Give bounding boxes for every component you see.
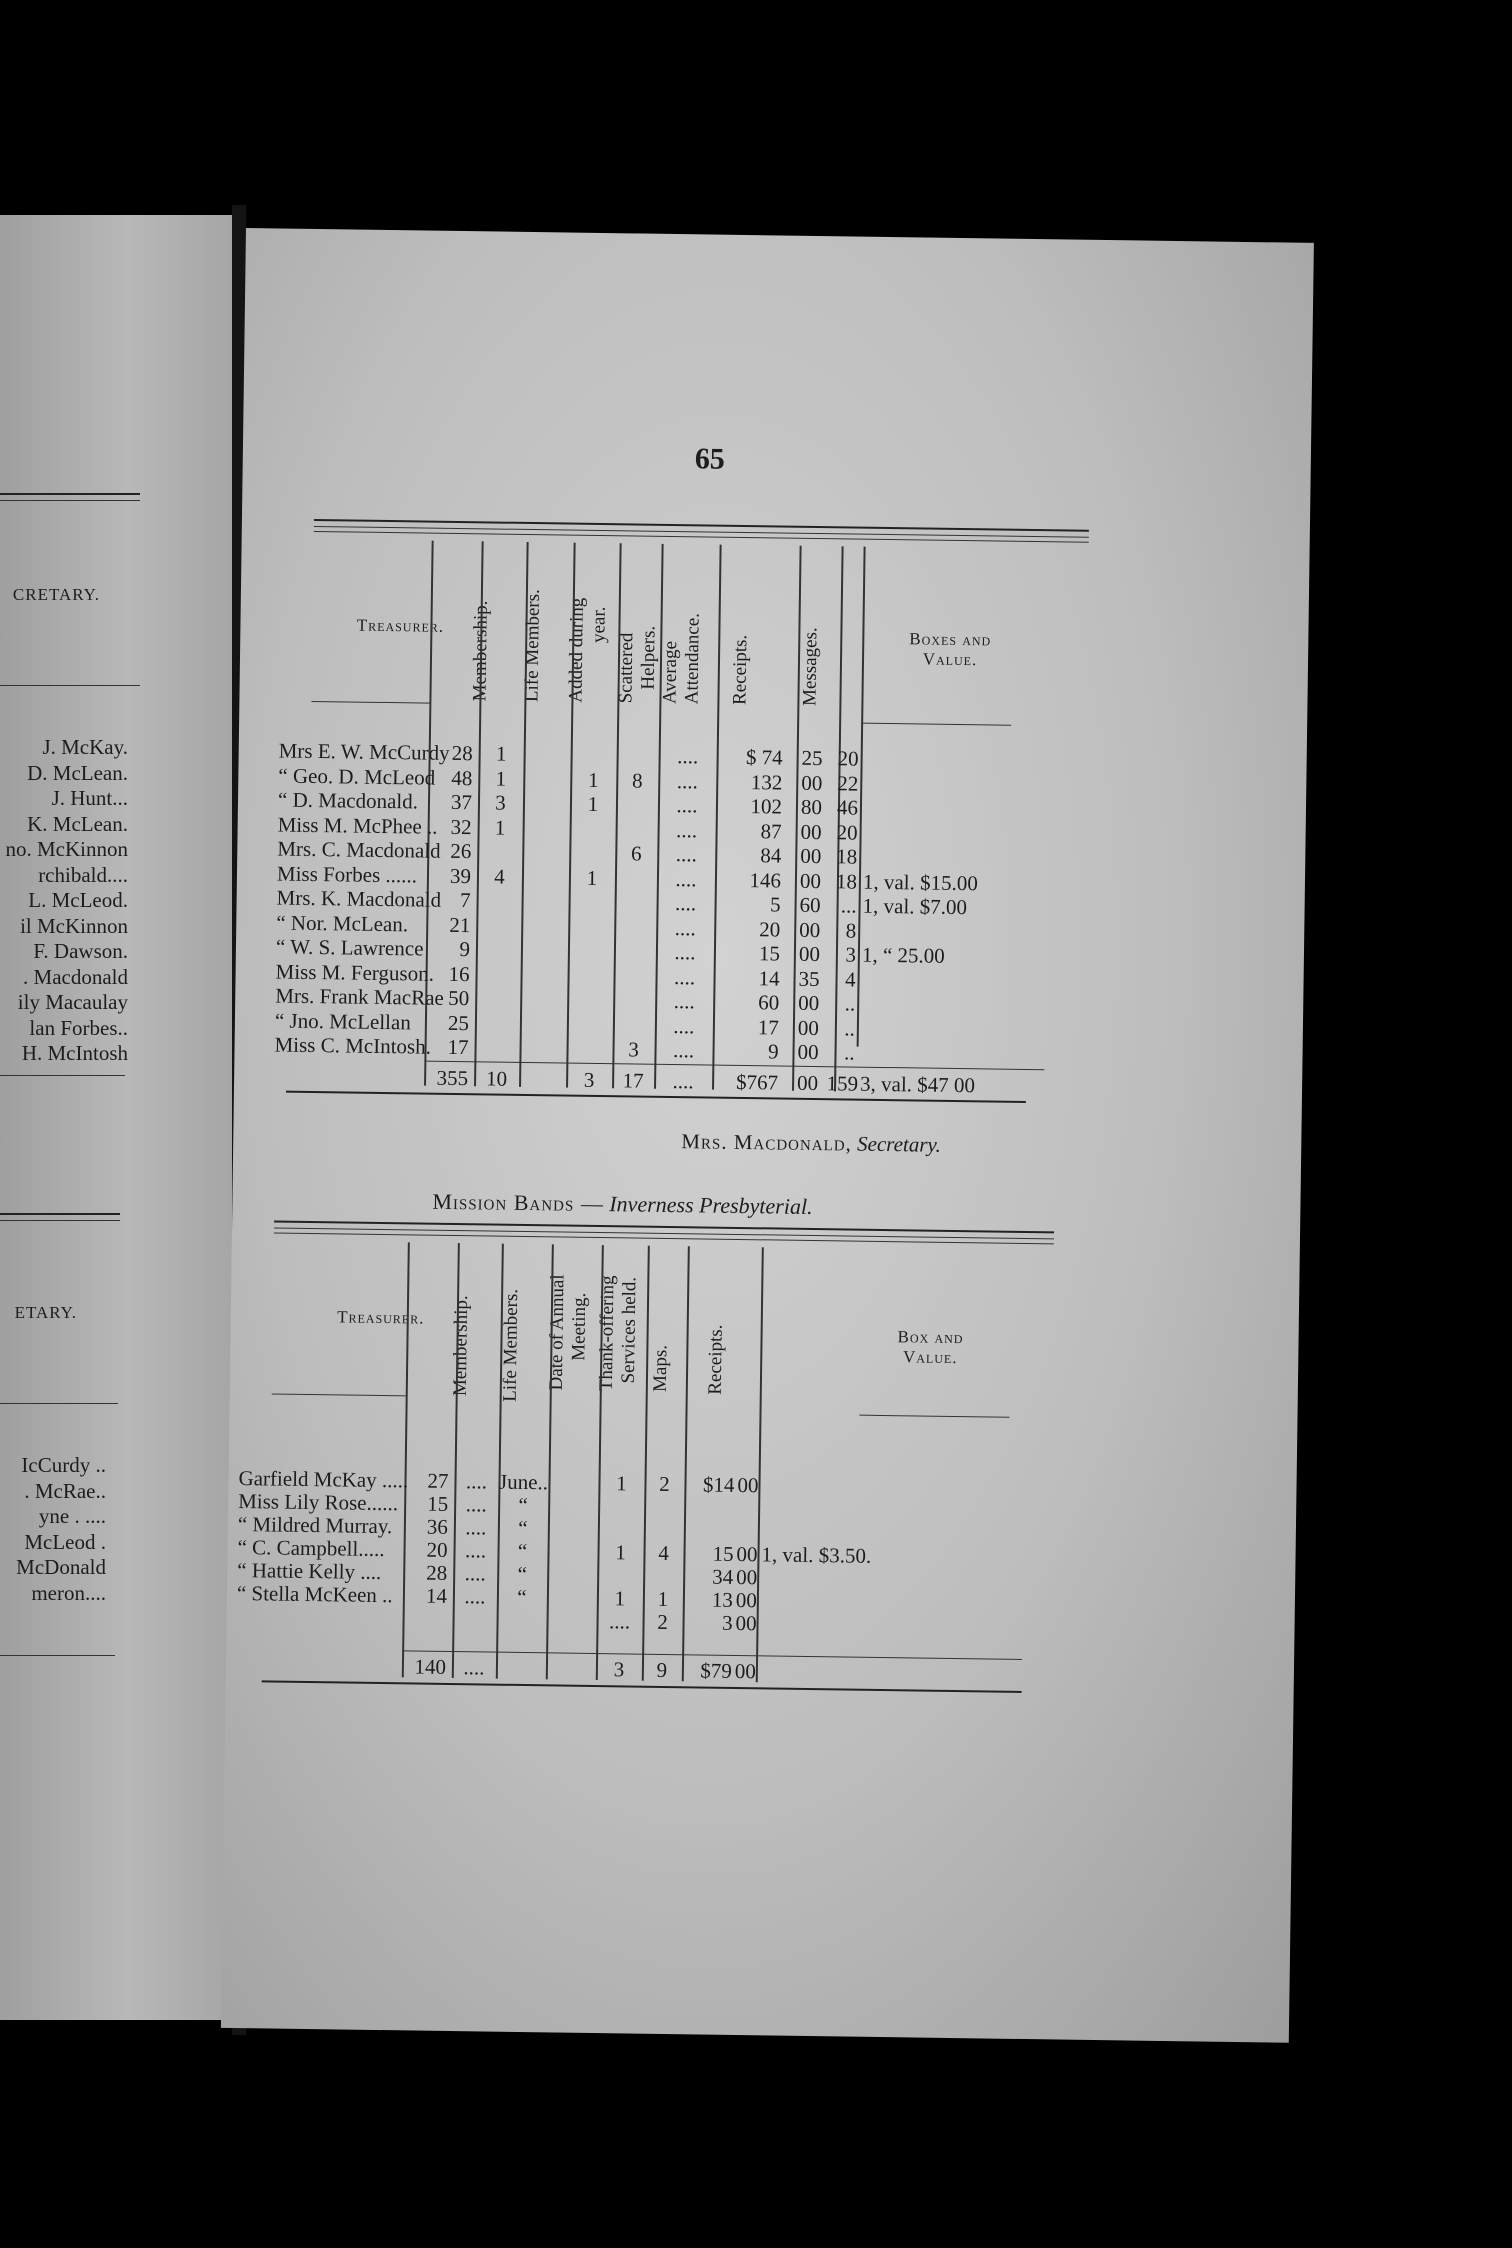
row-attendance: .... — [673, 1013, 695, 1038]
row-added: 1 — [586, 865, 598, 890]
row-messages: 46 — [836, 795, 859, 820]
row-receipts-dollars: 34 — [712, 1564, 734, 1589]
right-page — [221, 228, 1314, 2043]
row-scattered: 6 — [630, 841, 642, 866]
row-name: Miss M. McPhee .. — [277, 812, 438, 839]
row-scattered — [614, 964, 656, 965]
secretary-title: Secretary. — [856, 1131, 942, 1157]
row-membership: 28 — [451, 740, 473, 766]
row-boxes: 1, val. $7.00 — [862, 893, 968, 920]
row-messages: 4 — [844, 966, 856, 992]
row-scattered — [615, 890, 657, 891]
row-life-members: 4 — [494, 864, 505, 889]
row-membership: 36 — [426, 1514, 449, 1539]
row-attendance: .... — [674, 891, 697, 916]
row-membership: 28 — [426, 1560, 448, 1585]
header-added-during: Added during — [565, 597, 588, 703]
row-messages: .. — [844, 1015, 856, 1041]
left-name: L. McLeod. — [28, 888, 128, 912]
row-receipts-cents: 00 — [800, 843, 822, 869]
row-receipts-cents: 80 — [800, 794, 823, 820]
header2-box-line1: Box and — [897, 1327, 964, 1348]
left-header-secretary: CRETARY. — [12, 585, 100, 604]
row-added — [568, 963, 614, 964]
header2-treasurer: Treasurer. — [337, 1307, 425, 1328]
total-boxes: 3, val. $47 00 — [859, 1071, 976, 1098]
header2-thank-line2: Services held. — [617, 1276, 641, 1384]
row-messages: 20 — [837, 746, 859, 771]
row-receipts-cents: 00 — [801, 770, 823, 795]
header2-membership: Membership. — [449, 1295, 473, 1397]
row-added — [569, 841, 615, 842]
row-name: Miss C. McIntosh. — [274, 1032, 432, 1059]
row-membership: 14 — [425, 1583, 448, 1608]
total2-receipts-dollars: $79 — [700, 1658, 733, 1683]
total-membership: 355 — [436, 1065, 469, 1091]
row-added: 1 — [587, 791, 599, 816]
row-life-members — [475, 1011, 520, 1012]
row-added — [568, 914, 614, 915]
row-membership: 26 — [450, 838, 472, 864]
row-messages: 18 — [835, 868, 858, 894]
column-divider — [756, 1247, 764, 1682]
row-messages: 20 — [836, 819, 858, 845]
row-receipts-dollars: 102 — [750, 794, 783, 819]
row-name: “ W. S. Lawrence — [275, 934, 424, 961]
row-receipts-dollars: 87 — [760, 818, 782, 844]
header2-bottom-rule — [272, 1393, 406, 1396]
row-membership: 15 — [427, 1491, 449, 1516]
row-life-members — [477, 888, 522, 889]
left-name: . McRae.. — [24, 1478, 106, 1503]
row-thank-offering — [598, 1517, 644, 1518]
row-attendance: .... — [675, 866, 697, 891]
row-life-members: .... — [465, 1469, 488, 1494]
row-attendance: .... — [676, 768, 698, 793]
row-receipts-dollars: 9 — [767, 1039, 779, 1064]
total-receipts-cents: 00 — [796, 1070, 819, 1096]
row-name: “ Geo. D. McLeod — [278, 763, 436, 790]
row-scattered — [616, 792, 658, 793]
row-scattered — [614, 915, 656, 916]
left-name: F. Dawson. — [33, 939, 128, 963]
row-receipts-dollars: 15 — [758, 941, 781, 966]
left-page — [0, 215, 232, 2020]
row-added: 1 — [587, 767, 599, 792]
row-receipts-cents: 00 — [798, 990, 820, 1016]
row-membership: 17 — [447, 1034, 469, 1060]
left-names-list — [0, 215, 118, 2020]
total2-membership: 140 — [414, 1654, 447, 1679]
table2-top-rule — [274, 1220, 1054, 1233]
row-name: Mrs. Frank MacRae — [275, 983, 444, 1010]
row-messages: ... — [840, 893, 857, 918]
table-top-rule — [314, 531, 1089, 543]
row-receipts-dollars: 60 — [758, 990, 780, 1015]
row-membership: 7 — [459, 888, 471, 913]
row-receipts-cents: 35 — [798, 966, 820, 991]
row-maps — [644, 1518, 684, 1519]
header2-date-line2: Meeting. — [568, 1292, 591, 1361]
row-receipts-dollars: 14 — [758, 965, 780, 991]
row-receipts-cents: 00 — [799, 868, 822, 893]
row-life-members: .... — [465, 1515, 487, 1540]
header-receipts: Receipts. — [729, 634, 752, 706]
row-receipts-cents: 60 — [799, 892, 821, 918]
row-life-members: 1 — [495, 766, 507, 791]
row-membership: 9 — [459, 937, 471, 962]
row-receipts-dollars: 13 — [711, 1587, 734, 1612]
header2-box-value — [860, 1327, 1001, 1369]
left-name: meron.... — [31, 1580, 106, 1605]
row-membership: 32 — [450, 814, 472, 839]
row-added — [567, 1012, 613, 1013]
left-name: rchibald.... — [38, 862, 128, 887]
row-receipts-cents: 00 — [798, 941, 821, 967]
total2-maps: 9 — [656, 1657, 668, 1683]
row-thank-offering: 1 — [614, 1586, 626, 1611]
row-box: 1, val. $3.50. — [761, 1542, 872, 1568]
row-messages: 8 — [845, 917, 857, 943]
row-life-members — [476, 962, 521, 963]
row-membership: 27 — [427, 1468, 449, 1493]
row-receipts-cents: 00 — [797, 1015, 820, 1040]
column-divider — [496, 1244, 504, 1679]
row-attendance: .... — [673, 964, 696, 989]
left-name: J. Hunt... — [51, 786, 128, 810]
row-date: “ — [517, 1584, 527, 1610]
row-receipts-dollars: 3 — [721, 1610, 733, 1635]
row-scattered — [616, 817, 658, 818]
row-receipts-cents: 00 — [735, 1587, 758, 1613]
row-name: Miss Forbes ...... — [276, 860, 418, 887]
row-date: “ — [517, 1538, 528, 1564]
row-name: “ Jno. McLellan — [274, 1007, 411, 1034]
row-attendance: .... — [675, 817, 698, 842]
total2-thank: 3 — [613, 1657, 625, 1682]
row-name: “ Hattie Kelly .... — [237, 1558, 382, 1585]
row-name: Miss Lily Rose...... — [238, 1489, 399, 1516]
row-life-members: 3 — [495, 790, 506, 815]
row-life-members: 1 — [494, 815, 506, 840]
left-name: H. McIntosh — [21, 1041, 128, 1065]
header-boxes-line2: Value. — [922, 649, 978, 670]
left-name: J. McKay. — [42, 735, 128, 759]
row-receipts-cents: 00 — [737, 1472, 759, 1498]
total-messages: 159 — [826, 1071, 859, 1096]
row-receipts-cents: 00 — [736, 1564, 758, 1590]
total-receipts-dollars: $767 — [735, 1069, 779, 1095]
secretary-name: Mrs. Macdonald, — [681, 1129, 853, 1156]
total2-life: .... — [463, 1655, 485, 1680]
row-receipts-cents: 00 — [736, 1541, 758, 1567]
row-receipts-cents: 00 — [797, 1039, 819, 1065]
table2-bottom-rule — [262, 1680, 1022, 1693]
mission-bands-sub: Inverness Presbyterial. — [609, 1191, 813, 1220]
row-attendance: .... — [674, 940, 696, 965]
total-attendance: .... — [672, 1069, 694, 1094]
header-average: Average — [659, 640, 682, 705]
row-name: “ C. Campbell..... — [237, 1535, 385, 1562]
row-receipts-cents: 00 — [799, 917, 821, 942]
row-receipts-dollars: 20 — [759, 916, 781, 942]
row-attendance: .... — [675, 842, 697, 867]
header2-date-line1: Date of Annual — [545, 1274, 569, 1391]
row-life-members: .... — [464, 1561, 486, 1586]
row-life-members: .... — [465, 1492, 487, 1517]
row-receipts-dollars: 5 — [769, 892, 781, 917]
mission-bands-title — [432, 1189, 812, 1220]
total2-receipts-cents: 00 — [734, 1658, 757, 1684]
row-name: Miss M. Ferguson. — [275, 958, 435, 986]
row-receipts-dollars: $ 74 — [745, 745, 783, 770]
left-name: McDonald — [16, 1555, 106, 1579]
row-name: “ Mildred Murray. — [237, 1512, 393, 1539]
header-life-members: Life Members. — [521, 588, 544, 703]
row-date: “ — [518, 1492, 529, 1518]
left-name: ily Macaulay — [17, 990, 128, 1014]
row-receipts-cents: 25 — [801, 745, 823, 771]
left-name: . Macdonald — [23, 964, 128, 989]
row-boxes: 1, val. $15.00 — [862, 869, 979, 895]
row-membership: 50 — [448, 985, 470, 1011]
total-added: 3 — [583, 1067, 595, 1092]
page-number: 65 — [694, 442, 726, 476]
row-scattered — [615, 866, 657, 867]
row-added — [567, 1037, 613, 1038]
left-name: D. McLean. — [27, 760, 128, 785]
row-messages: .. — [844, 991, 856, 1016]
row-receipts-dollars — [684, 1518, 734, 1519]
row-membership: 21 — [449, 912, 471, 937]
row-scattered: 3 — [628, 1037, 639, 1062]
row-thank-offering: 1 — [616, 1471, 627, 1496]
header2-bottom-rule — [859, 1415, 1009, 1418]
mission-bands-main: Mission Bands — — [432, 1188, 605, 1217]
left-name: IcCurdy .. — [21, 1453, 106, 1477]
row-date: June.. — [498, 1469, 549, 1495]
header-messages: Messages. — [799, 627, 822, 707]
row-attendance: .... — [677, 744, 699, 769]
header-added-year: year. — [588, 606, 610, 644]
header2-receipts: Receipts. — [704, 1324, 727, 1395]
row-name: “ D. Macdonald. — [277, 787, 419, 814]
row-life-members: .... — [464, 1584, 486, 1609]
row-maps: 1 — [657, 1586, 669, 1612]
row-name: Mrs E. W. McCurdy — [278, 738, 450, 765]
row-date: “ — [517, 1561, 528, 1587]
header-scattered: Scattered — [615, 632, 638, 704]
row-scattered: 8 — [631, 767, 643, 793]
row-receipts-dollars: 84 — [760, 843, 782, 868]
header2-thank-line1: Thank-offering — [595, 1275, 619, 1392]
row-added — [568, 939, 614, 940]
row-attendance: .... — [672, 1038, 695, 1063]
row-attendance: .... — [676, 793, 698, 818]
row-thank-offering: 1 — [615, 1540, 626, 1565]
row-name: “ Stella McKeen .. — [236, 1581, 393, 1608]
header-boxes-line1: Boxes and — [909, 629, 992, 650]
row-life-members — [475, 1035, 520, 1036]
row-receipts-cents: 00 — [800, 819, 822, 844]
row-receipts-dollars: 132 — [750, 769, 783, 795]
row-messages: 18 — [836, 844, 858, 869]
left-name: il McKinnon — [20, 913, 128, 938]
left-name: yne . .... — [38, 1504, 106, 1528]
header-membership: Membership. — [469, 600, 492, 702]
row-membership: 20 — [426, 1537, 448, 1562]
left-name: no. McKinnon — [5, 837, 128, 861]
row-attendance: .... — [674, 915, 696, 940]
row-maps: 2 — [657, 1609, 668, 1635]
row-life-members — [476, 913, 521, 914]
left-name: McLeod . — [24, 1529, 106, 1554]
row-added — [571, 743, 617, 744]
row-maps: 4 — [658, 1540, 669, 1566]
row-date: “ — [518, 1515, 528, 1541]
row-name: Garfield McKay ..... — [238, 1466, 409, 1493]
row-attendance: .... — [673, 989, 695, 1014]
header2-box-line2: Value. — [902, 1347, 958, 1368]
row-membership: 39 — [449, 863, 472, 888]
row-membership: 16 — [448, 961, 470, 986]
row-maps: 2 — [659, 1471, 670, 1497]
row-life-members — [476, 937, 521, 938]
row-added — [567, 988, 613, 989]
header-treasurer: Treasurer. — [356, 615, 445, 636]
row-life-members: .... — [464, 1538, 487, 1563]
row-name: Mrs. C. Macdonald — [277, 836, 441, 863]
secretary-signature — [681, 1129, 941, 1158]
row-membership: 48 — [451, 765, 473, 790]
left-rule — [0, 1655, 115, 1656]
row-messages: 22 — [837, 770, 859, 796]
row-life-members — [477, 839, 522, 840]
row-receipts-dollars: 17 — [757, 1014, 780, 1040]
row-messages: .. — [843, 1040, 855, 1065]
row-scattered — [613, 988, 655, 989]
header-bottom-rule — [311, 701, 429, 704]
table-top-rule — [314, 519, 1089, 532]
row-life-members: 1 — [495, 741, 507, 766]
row-receipts-dollars: $14 — [702, 1472, 735, 1497]
row-receipts-cents: 00 — [735, 1610, 757, 1636]
header-attendance: Attendance. — [681, 612, 704, 705]
row-receipts-dollars: 15 — [712, 1541, 734, 1566]
total-life: 10 — [485, 1066, 508, 1091]
header-helpers: Helpers. — [637, 625, 660, 690]
left-name: lan Forbes.. — [29, 1015, 128, 1040]
row-scattered — [613, 1013, 655, 1014]
row-scattered — [614, 939, 656, 940]
row-messages: 3 — [845, 942, 857, 967]
header-bottom-rule — [861, 723, 1011, 726]
header2-life-members: Life Members. — [499, 1288, 523, 1402]
row-added — [569, 890, 615, 891]
total-scattered: 17 — [622, 1068, 644, 1093]
row-name: Mrs. K. Macdonald — [276, 885, 442, 912]
row-scattered — [617, 743, 659, 744]
row-membership: 25 — [447, 1010, 470, 1035]
left-header-secretary-2: ETARY. — [14, 1303, 77, 1322]
row-name: “ Nor. McLean. — [276, 909, 409, 936]
row-life-members — [475, 986, 520, 987]
row-thank-offering: .... — [608, 1609, 631, 1634]
row-added — [570, 816, 616, 817]
row-membership: 37 — [450, 789, 473, 815]
row-receipts-dollars: 146 — [749, 867, 782, 893]
left-name: K. McLean. — [27, 811, 128, 836]
header2-maps: Maps. — [649, 1344, 672, 1393]
row-boxes: 1, “ 25.00 — [861, 942, 945, 968]
header-boxes-value — [870, 629, 1031, 671]
table2-top-rule — [274, 1232, 1054, 1244]
